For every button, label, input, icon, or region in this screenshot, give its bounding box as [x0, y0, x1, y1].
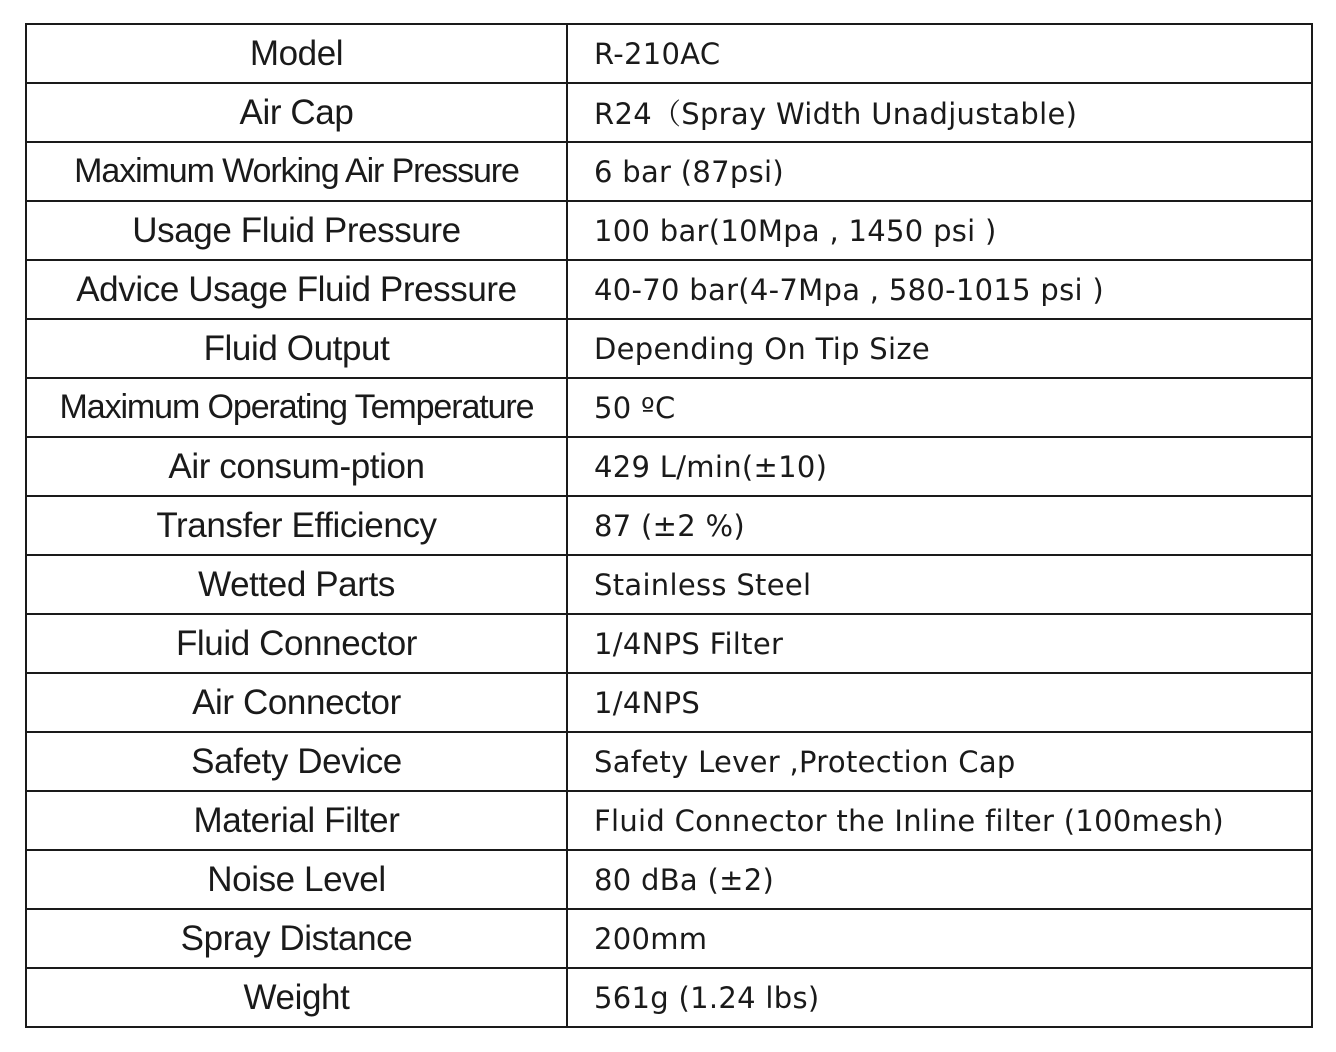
spec-value: R24（Spray Width Unadjustable) — [567, 83, 1312, 142]
spec-row-air-consumption — [26, 437, 1312, 496]
spec-label: Weight — [26, 968, 567, 1027]
spec-value: Depending On Tip Size — [567, 319, 1312, 378]
spec-value: 87 (±2 %) — [567, 496, 1312, 555]
spec-value: Fluid Connector the Inline filter (100mesh) — [567, 791, 1312, 850]
spec-row-noise-level — [26, 850, 1312, 909]
spec-row-material-filter — [26, 791, 1312, 850]
spec-row-advice-usage-fluid-pressure — [26, 260, 1312, 319]
spec-value: 100 bar(10Mpa , 1450 psi ) — [567, 201, 1312, 260]
spec-value: R-210AC — [567, 24, 1312, 83]
spec-value: Stainless Steel — [567, 555, 1312, 614]
spec-label: Air consum-ption — [26, 437, 567, 496]
spec-row-fluid-output — [26, 319, 1312, 378]
spec-row-weight — [26, 968, 1312, 1027]
spec-label: Air Connector — [26, 673, 567, 732]
spec-row-spray-distance — [26, 909, 1312, 968]
spec-value: Safety Lever ,Protection Cap — [567, 732, 1312, 791]
spec-label: Air Cap — [26, 83, 567, 142]
spec-label: Safety Device — [26, 732, 567, 791]
spec-value: 80 dBa (±2) — [567, 850, 1312, 909]
spec-row-max-operating-temperature — [26, 378, 1312, 437]
spec-label: Model — [26, 24, 567, 83]
spec-row-transfer-efficiency — [26, 496, 1312, 555]
spec-row-max-working-air-pressure — [26, 142, 1312, 201]
spec-label: Usage Fluid Pressure — [26, 201, 567, 260]
spec-value: 429 L/min(±10) — [567, 437, 1312, 496]
spec-label: Spray Distance — [26, 909, 567, 968]
spec-value: 6 bar (87psi) — [567, 142, 1312, 201]
spec-row-fluid-connector — [26, 614, 1312, 673]
spec-row-wetted-parts — [26, 555, 1312, 614]
spec-row-air-cap — [26, 83, 1312, 142]
spec-label: Noise Level — [26, 850, 567, 909]
spec-row-safety-device — [26, 732, 1312, 791]
spec-label: Fluid Connector — [26, 614, 567, 673]
spec-label: Material Filter — [26, 791, 567, 850]
spec-label: Advice Usage Fluid Pressure — [26, 260, 567, 319]
spec-value: 561g (1.24 lbs) — [567, 968, 1312, 1027]
spec-label: Transfer Efficiency — [26, 496, 567, 555]
spec-label: Wetted Parts — [26, 555, 567, 614]
spec-row-usage-fluid-pressure — [26, 201, 1312, 260]
spec-value: 50 ºC — [567, 378, 1312, 437]
spec-label: Maximum Working Air Pressure — [26, 142, 567, 201]
spec-row-model — [26, 24, 1312, 83]
spec-value: 40-70 bar(4-7Mpa , 580-1015 psi ) — [567, 260, 1312, 319]
spec-value: 1/4NPS Filter — [567, 614, 1312, 673]
spec-label: Fluid Output — [26, 319, 567, 378]
spec-value: 1/4NPS — [567, 673, 1312, 732]
spec-table — [25, 23, 1313, 1028]
spec-value: 200mm — [567, 909, 1312, 968]
spec-label: Maximum Operating Temperature — [26, 378, 567, 437]
spec-row-air-connector — [26, 673, 1312, 732]
